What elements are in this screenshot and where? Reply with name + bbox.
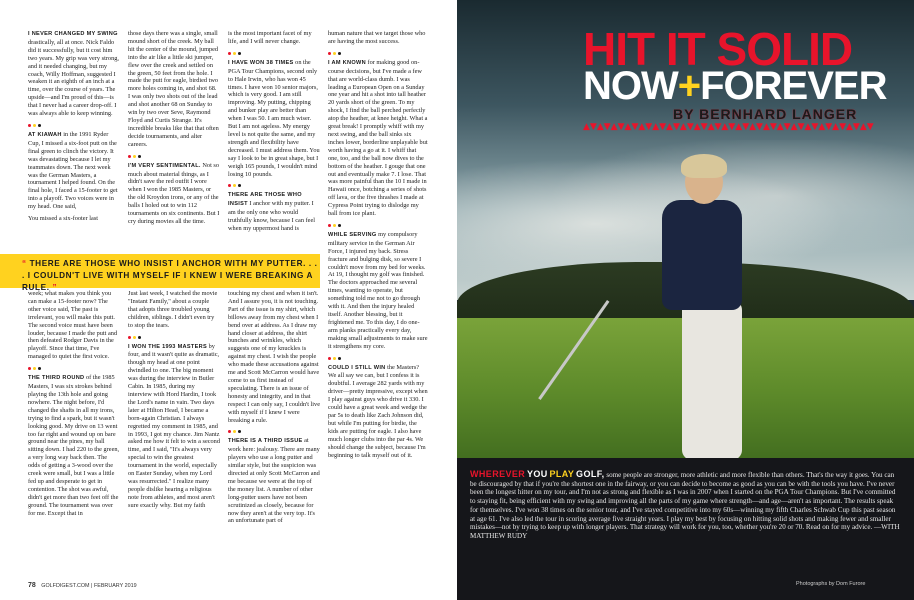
deck-keyword-1: WHEREVER <box>470 469 526 479</box>
divider-dot <box>333 224 336 227</box>
divider-dot <box>128 336 131 339</box>
paragraph-text: Just last week, I watched the movie "Instant Family," about a couple that adopts three troubled young children, siblings. I didn't even try to stop the tears. <box>128 290 218 329</box>
pull-quote-text: THERE ARE THOSE WHO INSIST I ANCHOR WITH MY PUTTER. . . . I COULDN'T LIVE WITH MYSELF IF I KNEW I WERE BREAKING A RULE. <box>22 259 318 292</box>
golfer-hair <box>681 154 727 178</box>
divider-dot <box>133 155 136 158</box>
divider-dot <box>38 367 41 370</box>
paragraph-lead-in: I'M VERY SENTIMENTAL. <box>128 162 201 169</box>
section-divider-dots <box>228 182 320 188</box>
paragraph-text: for making good on-course decisions, but I've made a few that are world-class dumb. I was leading a European Open on a Sunday one year and hit a shot into tall heather 20 yards short of the green. To my shock, I find the ball perched perfectly atop the heather, at knee height. What a great break! I promptly whiff with my next swing, and the ball sinks six inches lower, borderline unplayable but worth having a go at it. I whiff that one, too, and the ball now dives to the bottom of the heather. I gouge that one out and eventually make 7. I lose. That was more painful than the 10 I made in Hawaii once, botching a series of shots off lava, or the five thrashes I made at Cypress Point trying to dislodge my ball from ice plant. <box>328 58 428 218</box>
paragraph-lead-in: COULD I STILL WIN <box>328 364 386 371</box>
paragraph-text: Not so much about material things, as I didn't save the red outfit I wore when I won the 1985 Masters, or the old Kroydon irons, or any of the balls I holed out to win 112 tournaments on six continents. But I cry during movies all the time. <box>128 161 220 225</box>
divider-dot <box>228 184 231 187</box>
issue-date: FEBRUARY 2019 <box>93 583 137 589</box>
triangle-rule <box>583 122 905 132</box>
paragraph-text: the Masters? We all say we can, but I confess it is doubtful. I average 282 yards with my driver—pretty impressive, except when I play against guys who drive it 330. I could have a great week and wedge the par 5s to death like Zach Johnson did, but while I'm putting for birdie, the kids are putting for eagle. I also have much longer clubs into the par 4s. We should change the subject, because I'm beginning to talk myself out of it. <box>328 363 428 459</box>
section-divider-dots <box>228 50 320 56</box>
deck-keyword-3: PLAY <box>549 469 575 479</box>
divider-dot <box>328 224 331 227</box>
golfer-legs <box>682 300 742 460</box>
paragraph <box>328 30 428 46</box>
deck-keyword-2: YOU <box>527 469 548 479</box>
paragraph <box>328 59 428 218</box>
column-2-top <box>128 30 220 230</box>
section-divider-dots <box>328 222 428 228</box>
paragraph-lead-in: I AM KNOWN <box>328 59 366 66</box>
divider-dot <box>33 124 36 127</box>
paragraph-text: touching my chest and when it isn't. And I assure you, it is not touching. Part of the issue is my shirt, which billows away from my chest when I bend over at address. As I draw my hand closer at address, the shirt bunches and wrinkles, which suggests one of my knuckles is against my chest. I wish the people who made these accusations against me and Scott McCarron would have come to us first instead of speculating. There is an issue of honesty and integrity, and in that respect I can only say, I couldn't live with myself if I knew I were breaking a rule. <box>228 290 320 424</box>
divider-dot <box>228 52 231 55</box>
divider-dot <box>233 52 236 55</box>
paragraph-text: week; what makes you think you can make a 15-footer now? The other voice said, The past is irrelevant, you will make this putt. The second voice must have been louder, because I made the putt and then defeated Rodger Davis in the playoff. Since that time, I've managed to quiet the first voice. <box>28 290 118 361</box>
paragraph-text: of the 1985 Masters, I was six strokes behind playing the 13th hole and going nowhere. The night before, I'd changed the shafts in all my irons, trying to find a spark, but it wasn't looking good. My drive on 13 went too far right and wound up on bare ground near the pines, my ball sitting down. I had 220 to the green, a very long way back then. The odds of getting a 3-wood over the creek were small, but I was a little fed up and desperate to get in contention. The shot was awful, didn't get more than two feet off the ground. The tournament was over for me. Except that in <box>28 374 120 517</box>
divider-dot <box>338 52 341 55</box>
column-2-bottom <box>128 290 220 514</box>
paragraph-text: in the 1991 Ryder Cup, I missed a six-foot putt on the final green to clinch the victory. It was devastating because I let my teammates down. The next week was the German Masters, a tournament I helped found. On the final hole, I faced a 15-footer to get into a playoff. Two voices were in my head. One said, <box>28 130 118 211</box>
column-3-bottom <box>228 290 320 529</box>
section-divider-dots <box>228 428 320 434</box>
site-name: GOLFDIGEST.COM <box>41 583 90 589</box>
divider-dot <box>328 52 331 55</box>
paragraph-text: You missed a six-footer last <box>28 215 99 223</box>
column-1-top <box>28 30 120 227</box>
paragraph-lead-in: THERE ARE THOSE WHO INSIST <box>228 192 302 208</box>
divider-dot <box>228 430 231 433</box>
deck <box>470 470 902 541</box>
divider-dot <box>133 336 136 339</box>
paragraph-lead-in: I NEVER CHANGED MY SWING <box>28 31 118 37</box>
paragraph <box>28 290 120 361</box>
page-number: 78 <box>28 582 36 589</box>
paragraph-text: on the PGA Tour Champions, second only to Hale Irwin, who has won 45 times. I have won 10 senior majors, which is very good. I am still improving. My putting, chipping and bunker play are better than when I was 50. I am much wiser. But I am not ageless. My energy level is not quite the same, and my strength and flexibility have decreased. I must address them. You say I look to be in great shape, but I weigh 165 pounds, I wouldn't mind losing 10 pounds. <box>228 58 320 178</box>
divider-dot <box>138 155 141 158</box>
paragraph-lead-in: WHILE SERVING <box>328 231 377 238</box>
divider-dot <box>238 430 241 433</box>
byline: BY BERNHARD LANGER <box>673 106 858 122</box>
folio <box>28 582 137 589</box>
paragraph <box>128 162 220 226</box>
paragraph <box>328 364 428 460</box>
paragraph <box>228 59 320 179</box>
section-divider-dots <box>28 122 120 128</box>
column-1-bottom <box>28 290 120 521</box>
folio-separator: | <box>91 583 93 589</box>
open-quote-mark: “ <box>22 259 27 268</box>
paragraph <box>228 437 320 525</box>
section-divider-dots <box>328 355 428 361</box>
paragraph-lead-in: AT KIAWAH <box>28 131 62 138</box>
paragraph <box>28 374 120 517</box>
paragraph <box>128 290 220 330</box>
paragraph <box>228 290 320 424</box>
divider-dot <box>333 357 336 360</box>
divider-dot <box>138 336 141 339</box>
headline-now: NOW <box>583 64 678 108</box>
divider-dot <box>333 52 336 55</box>
paragraph-lead-in: I WON THE 1993 MASTERS <box>128 343 208 350</box>
paragraph <box>28 215 120 223</box>
section-divider-dots <box>128 334 220 340</box>
headline-plus: + <box>677 64 701 108</box>
close-quote-mark: ” <box>52 283 58 292</box>
section-divider-dots <box>328 50 428 56</box>
divider-dot <box>233 430 236 433</box>
divider-dot <box>38 124 41 127</box>
paragraph <box>128 30 220 149</box>
paragraph-text: by four, and it wasn't quite as dramatic, though my head at one point dwindled to one. The big moment was during the interview in Butler Cabin. In 1985, during my interview with Hord Hardin, I took the Lord's name in vain. Two days later at Hilton Head, I became a born-again Christian. I always regretted my comment in 1985, and in 1993, I got my chance. Jim Nantz asked me how it felt to win a second time, and I said, "It's always very special to win the greatest tournament in the world, especially on Easter Sunday, when my Lord was resurrected." I realize many people dislike hearing a religious note from athletes, and most aren't sure exactly why. But my faith <box>128 342 220 509</box>
paragraph-text: my compulsory military service in the German Air Force, I injured my back. Stress fracture and bulging disk, so severe I couldn't move from my bed for weeks. At 19, I thought my golf was finished. The doctors approached me several times, wanting to operate, but something told me not to go through with it. And then the injury healed itself. Another blessing, but it frightened me. To this day, I do one-arm planks practically every day, making small adjustments to make sure it strengthens my core. <box>328 230 428 350</box>
paragraph <box>228 191 320 233</box>
divider-dot <box>128 155 131 158</box>
divider-dot <box>28 124 31 127</box>
divider-dot <box>328 357 331 360</box>
paragraph-text: those days there was a single, small mound short of the creek. My ball hit the center of the mound, jumped into the air like a little ski jumper, flew over the creek and settled on the green, 50 feet from the hole. I made the putt for eagle, birdied two more holes coming in, and shot 68. I was only two shots out of the lead and shot another 68 on Sunday to win by two over Seve, Raymond Floyd and Curtis Strange. It's incredible breaks like that that often decide tournaments, and alter careers. <box>128 30 219 148</box>
deck-text: some people are stronger, more athletic and more flexible than others. That's the way it goes. You can be discouraged by that if you're the shortest one in the fairway, or you can decide to become as good as you can be with the tools you have. I've never been the longest hitter on my tour, and I'm not as strong and flexible as I was in 2007 when I started on the PGA Tour Champions. But I've committed to staying fit, being efficient with my swing and improving all the parts of my game where strength—and age—aren't as important. The results speak for themselves. I've won 38 times on the senior tour, and I've stayed competitive into my 60s—winning my fifth Charles Schwab Cup this past season at age 61. I've also led the tour in scoring average five straight years. I play my best by focusing on hitting solid shots and making fewer and smaller mistakes—not by trying to keep up with longer players. That strategy will work for you, too, whether you're 20 or 70. Read on for my advice. —WITH MATTHEW RUDY <box>470 471 900 540</box>
paragraph-lead-in: I HAVE WON 38 TIMES <box>228 59 294 66</box>
divider-dot <box>238 184 241 187</box>
divider-dot <box>238 52 241 55</box>
paragraph <box>28 30 120 118</box>
paragraph <box>28 131 120 211</box>
paragraph-text: I anchor with my putter. I am the only one who would truthfully know, because I can feel when my uppermost hand is <box>228 200 316 233</box>
divider-dot <box>233 184 236 187</box>
headline-line-1: HIT IT SOLID <box>583 23 853 75</box>
pull-quote <box>22 258 322 294</box>
golfer-body <box>662 200 742 310</box>
photo-credit: Photographs by Dom Furore <box>796 581 866 587</box>
paragraph-text: is the most important facet of my life, and I will never change. <box>228 30 312 45</box>
column-4 <box>328 30 428 463</box>
headline-line-2 <box>583 66 886 106</box>
section-divider-dots <box>128 153 220 159</box>
paragraph <box>228 30 320 46</box>
column-3-top <box>228 30 320 237</box>
paragraph-text: human nature that we target those who are having the most success. <box>328 30 426 45</box>
paragraph-text: at work here: jealousy. There are many players who use a long putter and similar style, but the suspicion was directed at only Scott McCarron and me because we were at the top of the money list. A number of other long-putter users have not been scrutinized as closely, because for now they aren't at the very top. It's an unfortunate part of <box>228 437 320 525</box>
paragraph <box>128 343 220 510</box>
paragraph-lead-in: THERE IS A THIRD ISSUE <box>228 438 303 445</box>
paragraph <box>328 231 428 351</box>
divider-dot <box>338 357 341 360</box>
divider-dot <box>28 367 31 370</box>
divider-dot <box>33 367 36 370</box>
paragraph-text: drastically, all at once. Nick Faldo did it successfully, but it cost him two years. My grip was very strong, and it needed changing, but my coach, Willy Hoffman, suggested I weaken it an eighth of an inch at a time, over the course of years. The upside—and I'm proud of this—is that I never had a career drop-off. I was always able to keep winning. <box>28 38 119 118</box>
paragraph-lead-in: THE THIRD ROUND <box>28 375 85 382</box>
triangle-rule-glyphs: ▲▼▲▼▲▼▲▼▲▼▲▼▲▼▲▼▲▼▲▼▲▼▲▼▲▼▲▼▲▼▲▼▲▼▲▼▲▼▲▼▲▼ <box>583 122 874 132</box>
headline-forever: FOREVER <box>700 64 887 108</box>
deck-keyword-4: GOLF, <box>576 469 605 479</box>
section-divider-dots <box>28 365 120 371</box>
divider-dot <box>338 224 341 227</box>
